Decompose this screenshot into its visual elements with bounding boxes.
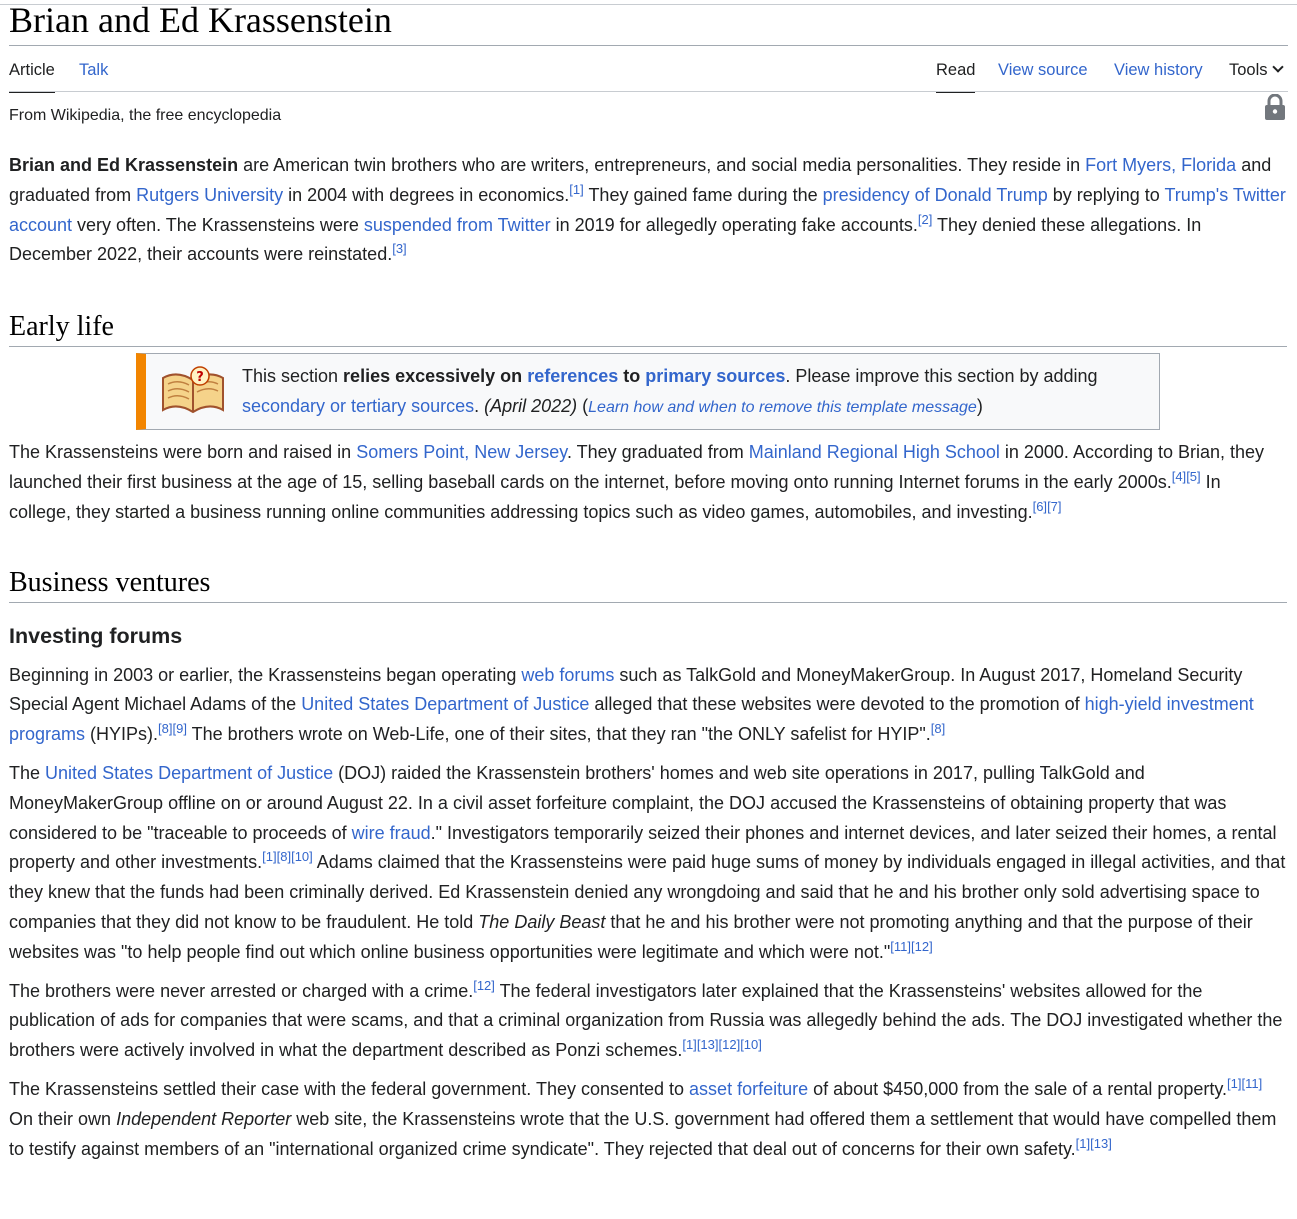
business-paragraph-4 bbox=[9, 1075, 1287, 1164]
italic-daily-beast: The Daily Beast bbox=[478, 911, 606, 932]
text: in 2000. According to Brian, they launched their first business at the age of 15, selling baseball cards on the internet, before moving onto running Internet forums in the early 2000s. bbox=[9, 442, 1265, 492]
ref-link[interactable]: [8] bbox=[930, 721, 946, 737]
ref-link[interactable]: [4] bbox=[1171, 468, 1187, 484]
early-life-paragraph bbox=[9, 438, 1287, 527]
link-fort-myers[interactable]: Fort Myers, Florida bbox=[1085, 155, 1237, 175]
heading-business-ventures: Business ventures bbox=[9, 566, 1287, 603]
text: This section bbox=[242, 366, 344, 387]
text: The brothers were never arrested or charged with a crime. bbox=[9, 980, 474, 1001]
text: The Krassensteins were born and raised in bbox=[9, 442, 357, 463]
ref-link[interactable]: [5] bbox=[1186, 468, 1201, 484]
business-paragraph-2 bbox=[9, 759, 1287, 968]
text: ( bbox=[577, 396, 589, 417]
ref-link[interactable]: [12] bbox=[718, 1037, 741, 1053]
text: ) bbox=[976, 396, 983, 417]
link-references[interactable]: references bbox=[527, 366, 619, 387]
link-suspended[interactable]: suspended from Twitter bbox=[363, 214, 551, 235]
tab-read[interactable]: Read bbox=[936, 61, 976, 79]
text: In college, they started a business running online communities addressing topics such as video games, automobiles, and investing. bbox=[9, 471, 1221, 522]
text: (HYIPs). bbox=[85, 724, 159, 745]
business-paragraph-1 bbox=[9, 661, 1287, 750]
heading-investing-forums: Investing forums bbox=[9, 623, 183, 648]
ref-link[interactable]: [10] bbox=[740, 1037, 762, 1053]
lock-icon[interactable] bbox=[1265, 94, 1285, 120]
svg-text:?: ? bbox=[196, 370, 204, 386]
tab-talk[interactable]: Talk bbox=[79, 61, 109, 79]
link-doj[interactable]: United States Department of Justice bbox=[301, 694, 590, 715]
ref-link[interactable]: [6] bbox=[1032, 498, 1048, 514]
ref-link[interactable]: [13] bbox=[696, 1037, 719, 1053]
tab-article[interactable]: Article bbox=[9, 61, 55, 79]
text: to bbox=[618, 366, 646, 387]
link-mainland[interactable]: Mainland Regional High School bbox=[748, 442, 1000, 463]
page-tabs bbox=[9, 52, 1288, 92]
text: by replying to bbox=[1047, 184, 1165, 205]
text: relies excessively on bbox=[343, 366, 528, 387]
ref-link[interactable]: [10] bbox=[291, 849, 313, 865]
link-web-forums[interactable]: web forums bbox=[521, 664, 615, 685]
title-divider bbox=[9, 45, 1288, 46]
link-presidency[interactable]: presidency of Donald Trump bbox=[822, 184, 1048, 205]
text: Beginning in 2003 or earlier, the Krassensteins began operating bbox=[9, 664, 522, 685]
link-hyip[interactable]: high-yield investment programs bbox=[9, 694, 1254, 745]
ref-link[interactable]: [11] bbox=[1241, 1075, 1263, 1091]
link-wire-fraud[interactable]: wire fraud bbox=[351, 822, 431, 843]
chevron-down-icon bbox=[1272, 61, 1283, 72]
text: in 2019 for allegedly operating fake accounts. bbox=[550, 214, 918, 235]
italic-independent-reporter: Independent Reporter bbox=[116, 1108, 292, 1129]
ref-link[interactable]: [13] bbox=[1090, 1135, 1112, 1151]
text: web site, the Krassensteins wrote that the U.S. government had offered them a settlement that would have compelled them to testify against members of an "international organized crime syndicate". They rejected that deal out of concerns for their own safety. bbox=[9, 1108, 1277, 1159]
text: such as TalkGold and MoneyMakerGroup. In August 2017, Homeland Security Special Agent Michael Adams of the bbox=[9, 664, 1243, 715]
link-doj[interactable]: United States Department of Justice bbox=[45, 762, 334, 783]
text: . Please improve this section by adding bbox=[785, 366, 1098, 387]
notice-date: (April 2022) bbox=[484, 396, 578, 417]
lead-bold-name: Brian and Ed Krassenstein bbox=[9, 155, 239, 175]
text: and graduated from bbox=[9, 155, 1272, 205]
text: The federal investigators later explained that the Krassensteins' websites allowed for the publication of ads for companies that were scams, and that a criminal organization from Russia was allegedly behind the ads. The DOJ investigated whether the brothers were actively involved in what the department described as Ponzi schemes. bbox=[9, 980, 1283, 1061]
ref-link[interactable]: [12] bbox=[911, 938, 933, 954]
tabs-divider bbox=[9, 91, 1288, 92]
article-body bbox=[9, 151, 1287, 1173]
tools-menu[interactable] bbox=[1229, 61, 1282, 80]
ref-link[interactable]: [1] bbox=[262, 849, 277, 865]
ref-link[interactable]: [3] bbox=[392, 241, 407, 257]
text: (DOJ) raided the Krassenstein brothers' homes and web site operations in 2017, pulling TalkGold and MoneyMakerGroup offline on or around August 22. In a civil asset forfeiture complaint, the DOJ accused the Krassensteins of obtaining property that was considered to be "traceable to proceeds of bbox=[9, 762, 1227, 843]
text: alleged that these websites were devoted to the promotion of bbox=[589, 694, 1085, 715]
primary-sources-notice bbox=[136, 353, 1160, 430]
text: very often. The Krassensteins were bbox=[72, 214, 364, 235]
ref-link[interactable]: [1] bbox=[569, 181, 584, 197]
link-asset-forfeiture[interactable]: asset forfeiture bbox=[689, 1078, 809, 1099]
link-primary-sources[interactable]: primary sources bbox=[645, 366, 786, 387]
notice-text bbox=[242, 361, 1142, 423]
ref-link[interactable]: [8] bbox=[276, 849, 292, 865]
text: The bbox=[9, 762, 46, 783]
ref-link[interactable]: [7] bbox=[1047, 498, 1062, 514]
text: They gained fame during the bbox=[583, 184, 823, 205]
page-title: Brian and Ed Krassenstein bbox=[9, 0, 392, 40]
ref-link[interactable]: [9] bbox=[172, 721, 187, 737]
link-trump-twitter[interactable]: Trump's Twitter account bbox=[9, 184, 1286, 235]
link-learn-remove[interactable]: Learn how and when to remove this template message bbox=[588, 399, 977, 417]
ref-link[interactable]: [8] bbox=[158, 721, 173, 737]
link-rutgers[interactable]: Rutgers University bbox=[136, 184, 284, 205]
open-book-question-icon bbox=[160, 364, 226, 418]
tab-view-history[interactable]: View history bbox=[1114, 61, 1203, 79]
text: On their own bbox=[9, 1108, 117, 1129]
ref-link[interactable]: [11] bbox=[890, 938, 912, 954]
ref-link[interactable]: [2] bbox=[917, 211, 933, 227]
link-somers-point[interactable]: Somers Point, New Jersey bbox=[356, 442, 567, 463]
text: of about $450,000 from the sale of a rental property. bbox=[808, 1078, 1228, 1099]
text: . bbox=[474, 396, 485, 417]
text: The Krassensteins settled their case with the federal government. They consented to bbox=[9, 1078, 690, 1099]
heading-early-life: Early life bbox=[9, 310, 1287, 347]
link-secondary-sources[interactable]: secondary or tertiary sources bbox=[242, 396, 475, 417]
lead-paragraph bbox=[9, 151, 1287, 270]
text: are American twin brothers who are writers, entrepreneurs, and social media personalities. They reside in bbox=[238, 155, 1086, 175]
text: Adams claimed that the Krassensteins were paid huge sums of money by individuals engaged in illegal activities, and that they knew that the funds had been criminally derived. Ed Krassenstein denied any wrongdoing and said that he and his brother only sold advertising space to companies that they did not know to be fraudulent. He told bbox=[9, 852, 1286, 932]
ref-link[interactable]: [1] bbox=[1227, 1075, 1242, 1091]
text: in 2004 with degrees in economics. bbox=[283, 184, 570, 205]
text: that he and his brother were not promoting anything and that the purpose of their websites was "to help people find out which online business opportunities were legitimate and which were not." bbox=[9, 911, 1253, 962]
text: They denied these allegations. In December 2022, their accounts were reinstated. bbox=[9, 214, 1202, 265]
text: . They graduated from bbox=[566, 442, 749, 463]
text: ." Investigators temporarily seized their phones and internet devices, and later seized their homes, a rental property and other investments. bbox=[9, 822, 1277, 873]
tagline: From Wikipedia, the free encyclopedia bbox=[9, 107, 282, 124]
ref-link[interactable]: [1] bbox=[1075, 1135, 1091, 1151]
business-paragraph-3 bbox=[9, 977, 1287, 1066]
ref-link[interactable]: [12] bbox=[473, 977, 495, 993]
ref-link[interactable]: [1] bbox=[682, 1037, 697, 1053]
text: The brothers wrote on Web-Life, one of their sites, that they ran "the ONLY safelist for HYIP". bbox=[186, 724, 931, 745]
tab-view-source[interactable]: View source bbox=[998, 61, 1088, 79]
tools-label: Tools bbox=[1229, 61, 1268, 79]
